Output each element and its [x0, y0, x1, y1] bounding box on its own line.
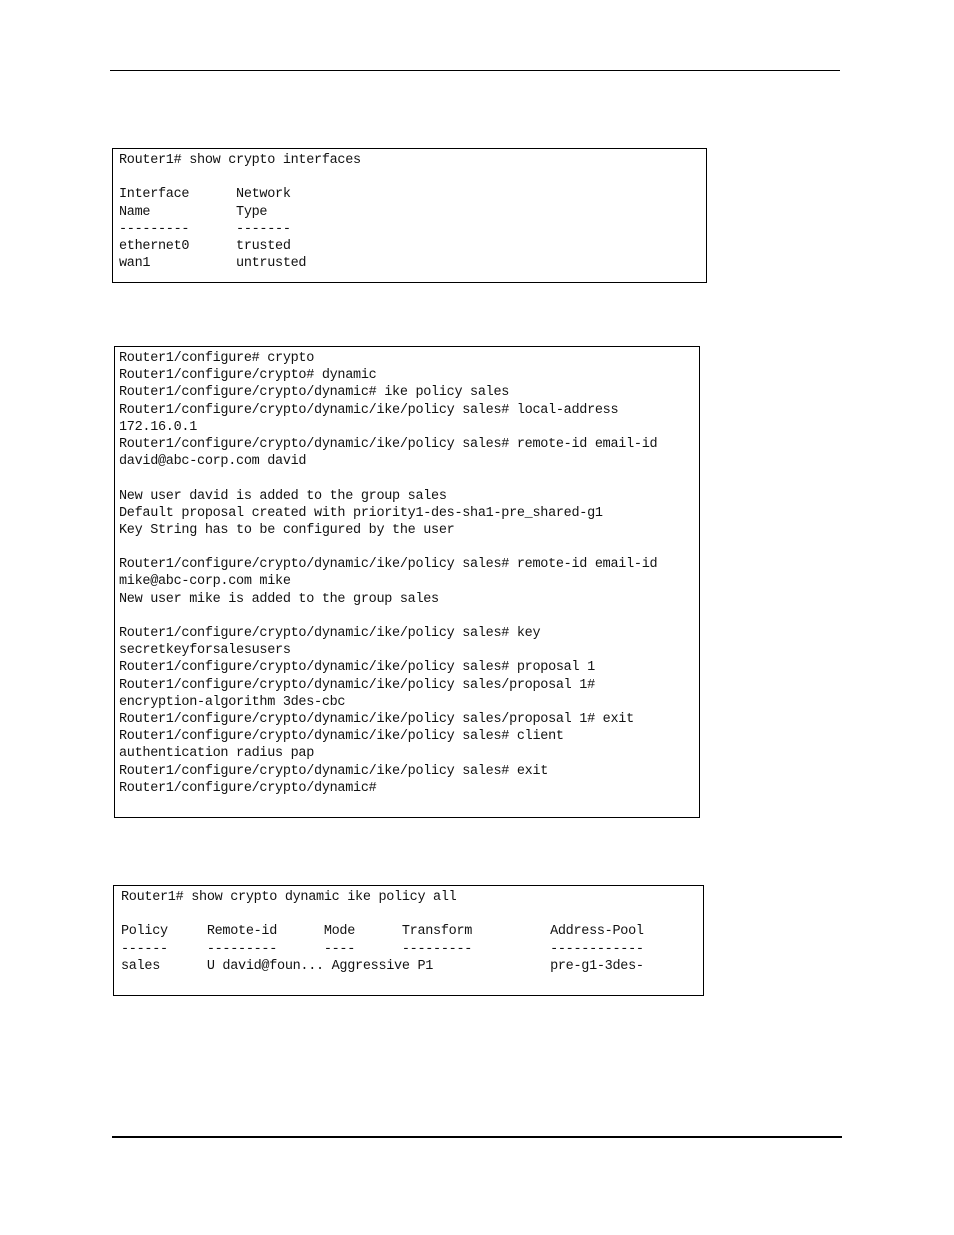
cli-output-ike-policy-all [113, 885, 704, 996]
cli-line: Router1/configure/crypto/dynamic/ike/policy sales# remote-id email-id [119, 557, 658, 573]
cli-output-crypto-interfaces [112, 148, 707, 283]
cli-line: Router1/configure/crypto/dynamic/ike/policy sales# local-address [119, 402, 619, 418]
cli-line: Router1/configure/crypto/dynamic# ike policy sales [119, 385, 510, 401]
cli-line: --------- ------- [119, 221, 291, 237]
cli-line: Default proposal created with priority1-des-sha1-pre_shared-g1 [119, 505, 603, 521]
cli-line: Router1/configure/crypto/dynamic/ike/policy sales# proposal 1 [119, 660, 595, 676]
cli-line: Router1/configure/crypto# dynamic [119, 368, 377, 384]
cli-line [119, 608, 699, 625]
cli-line: secretkeyforsalesusers [119, 643, 291, 659]
cli-config-ike-policy [114, 346, 700, 818]
cli-line: 172.16.0.1 [119, 419, 198, 435]
cli-line: Router1/configure/crypto/dynamic/ike/policy sales# remote-id email-id [119, 436, 658, 452]
cli-line: Router1# show crypto dynamic ike policy all [121, 890, 457, 905]
cli-line: Router1# show crypto interfaces [119, 153, 361, 168]
cli-line: New user david is added to the group sales [119, 488, 447, 504]
header-rule [110, 70, 840, 71]
cli-line: Policy Remote-id Mode Transform Address-Pool [121, 924, 644, 940]
cli-line: mike@abc-corp.com mike [119, 574, 291, 590]
cli-line [119, 169, 706, 186]
cli-line: authentication radius pap [119, 746, 315, 762]
cli-line: ------ --------- ---- --------- ------------ [121, 941, 644, 957]
cli-line: ethernet0 trusted [119, 238, 291, 254]
cli-line: Key String has to be configured by the user [119, 522, 455, 538]
cli-line: david@abc-corp.com david [119, 454, 307, 470]
cli-line: New user mike is added to the group sales [119, 591, 439, 607]
cli-line: Router1/configure# crypto [119, 351, 315, 366]
cli-line: wan1 untrusted [119, 256, 307, 272]
cli-line: encryption-algorithm 3des-cbc [119, 694, 346, 710]
cli-line: Router1/configure/crypto/dynamic/ike/policy sales# exit [119, 763, 549, 779]
cli-line: sales U david@foun... Aggressive P1 pre-g1-3des- [121, 958, 644, 974]
cli-line: Interface Network [119, 187, 291, 203]
cli-line [119, 539, 699, 556]
cli-line [121, 906, 703, 923]
cli-line: Router1/configure/crypto/dynamic/ike/policy sales# client [119, 729, 564, 745]
cli-line: Router1/configure/crypto/dynamic/ike/policy sales/proposal 1# exit [119, 711, 634, 727]
cli-line: Router1/configure/crypto/dynamic# [119, 780, 377, 796]
cli-line: Router1/configure/crypto/dynamic/ike/policy sales/proposal 1# [119, 677, 595, 693]
cli-line [119, 470, 699, 487]
cli-line: Router1/configure/crypto/dynamic/ike/policy sales# key [119, 626, 541, 641]
footer-rule [112, 1136, 842, 1138]
cli-line: Name Type [119, 204, 268, 220]
